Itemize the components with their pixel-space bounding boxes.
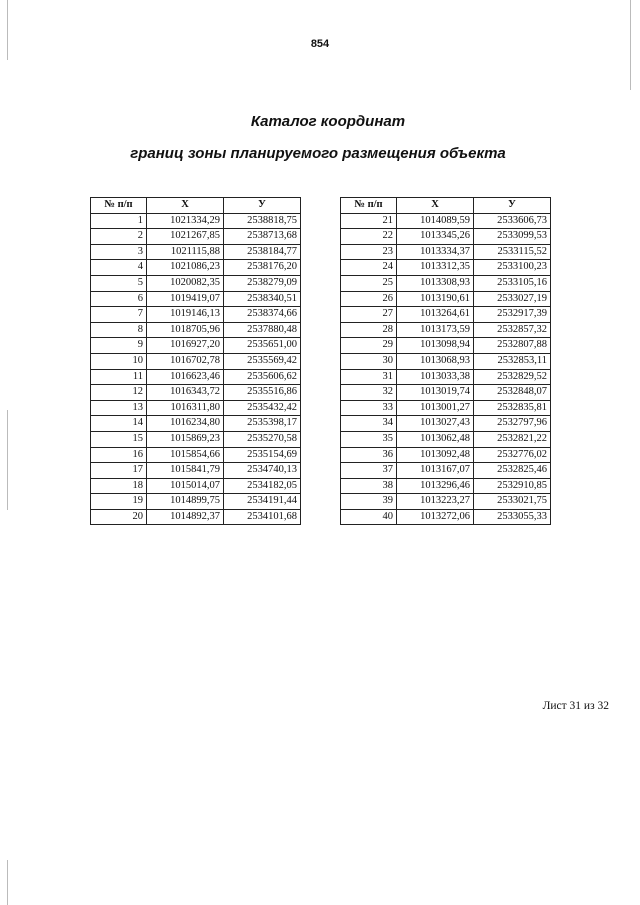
table-row — [91, 494, 301, 510]
column-header-y: У — [224, 198, 301, 214]
table-row — [91, 353, 301, 369]
table-row — [341, 260, 551, 276]
cell-x: 1016234,80 — [147, 416, 224, 432]
sheet-label: Лист 31 из 32 — [542, 700, 609, 712]
table-row — [341, 447, 551, 463]
cell-number: 3 — [91, 244, 147, 260]
table-row — [91, 322, 301, 338]
cell-y: 2538176,20 — [224, 260, 301, 276]
cell-number: 33 — [341, 400, 397, 416]
scan-edge-mark — [7, 860, 8, 905]
table-row — [341, 369, 551, 385]
cell-x: 1016343,72 — [147, 385, 224, 401]
cell-number: 31 — [341, 369, 397, 385]
cell-y: 2532807,88 — [474, 338, 551, 354]
cell-y: 2532797,96 — [474, 416, 551, 432]
cell-y: 2533055,33 — [474, 509, 551, 525]
cell-x: 1013190,61 — [397, 291, 474, 307]
table-row — [341, 416, 551, 432]
table-row — [91, 478, 301, 494]
column-header-x: X — [147, 198, 224, 214]
cell-x: 1013264,61 — [397, 307, 474, 323]
table-row — [341, 338, 551, 354]
cell-x: 1021115,88 — [147, 244, 224, 260]
cell-x: 1013098,94 — [397, 338, 474, 354]
cell-y: 2533099,53 — [474, 229, 551, 245]
page-title: Каталог координат — [250, 113, 406, 130]
table-row — [341, 291, 551, 307]
cell-number: 22 — [341, 229, 397, 245]
table-row — [91, 431, 301, 447]
cell-y: 2535270,58 — [224, 431, 301, 447]
cell-number: 2 — [91, 229, 147, 245]
table-row — [341, 494, 551, 510]
cell-number: 18 — [91, 478, 147, 494]
cell-y: 2535154,69 — [224, 447, 301, 463]
cell-y: 2532776,02 — [474, 447, 551, 463]
cell-number: 10 — [91, 353, 147, 369]
table-row — [341, 431, 551, 447]
cell-y: 2538340,51 — [224, 291, 301, 307]
cell-number: 29 — [341, 338, 397, 354]
cell-number: 4 — [91, 260, 147, 276]
cell-x: 1018705,96 — [147, 322, 224, 338]
cell-number: 15 — [91, 431, 147, 447]
column-header-x: X — [397, 198, 474, 214]
cell-x: 1019146,13 — [147, 307, 224, 323]
cell-x: 1015854,66 — [147, 447, 224, 463]
cell-x: 1021334,29 — [147, 213, 224, 229]
cell-y: 2533027,19 — [474, 291, 551, 307]
cell-x: 1016927,20 — [147, 338, 224, 354]
table-row — [91, 369, 301, 385]
table-row — [341, 478, 551, 494]
cell-number: 12 — [91, 385, 147, 401]
cell-y: 2532857,32 — [474, 322, 551, 338]
cell-y: 2533115,52 — [474, 244, 551, 260]
cell-y: 2534191,44 — [224, 494, 301, 510]
cell-number: 34 — [341, 416, 397, 432]
cell-y: 2532917,39 — [474, 307, 551, 323]
table-row — [91, 244, 301, 260]
cell-y: 2532821,22 — [474, 431, 551, 447]
table-row — [91, 275, 301, 291]
cell-number: 39 — [341, 494, 397, 510]
coordinates-table-left — [90, 197, 301, 525]
cell-y: 2535651,00 — [224, 338, 301, 354]
cell-y: 2533606,73 — [474, 213, 551, 229]
cell-x: 1013092,48 — [397, 447, 474, 463]
cell-number: 5 — [91, 275, 147, 291]
table-row — [341, 244, 551, 260]
table-row — [91, 385, 301, 401]
cell-y: 2538184,77 — [224, 244, 301, 260]
column-header-number: № п/п — [341, 198, 397, 214]
cell-y: 2534182,05 — [224, 478, 301, 494]
cell-y: 2533021,75 — [474, 494, 551, 510]
table-header-row — [91, 198, 301, 214]
cell-x: 1015841,79 — [147, 463, 224, 479]
cell-number: 38 — [341, 478, 397, 494]
table-row — [341, 509, 551, 525]
cell-number: 37 — [341, 463, 397, 479]
cell-x: 1014089,59 — [397, 213, 474, 229]
table-row — [341, 229, 551, 245]
cell-number: 28 — [341, 322, 397, 338]
cell-y: 2538279,09 — [224, 275, 301, 291]
table-row — [341, 353, 551, 369]
cell-x: 1016702,78 — [147, 353, 224, 369]
cell-number: 24 — [341, 260, 397, 276]
cell-y: 2535569,42 — [224, 353, 301, 369]
cell-x: 1013062,48 — [397, 431, 474, 447]
coordinates-table-right — [340, 197, 551, 525]
cell-number: 19 — [91, 494, 147, 510]
cell-y: 2535398,17 — [224, 416, 301, 432]
cell-y: 2532910,85 — [474, 478, 551, 494]
cell-number: 21 — [341, 213, 397, 229]
cell-x: 1014899,75 — [147, 494, 224, 510]
cell-number: 17 — [91, 463, 147, 479]
scan-edge-mark — [7, 0, 8, 60]
cell-x: 1013272,06 — [397, 509, 474, 525]
column-header-number: № п/п — [91, 198, 147, 214]
cell-y: 2533105,16 — [474, 275, 551, 291]
table-row — [91, 307, 301, 323]
cell-x: 1013068,93 — [397, 353, 474, 369]
cell-x: 1015014,07 — [147, 478, 224, 494]
scan-edge-mark — [7, 410, 8, 510]
table-row — [341, 463, 551, 479]
table-row — [341, 400, 551, 416]
cell-number: 30 — [341, 353, 397, 369]
cell-number: 1 — [91, 213, 147, 229]
page-number: 854 — [310, 38, 330, 50]
cell-y: 2538374,66 — [224, 307, 301, 323]
cell-number: 27 — [341, 307, 397, 323]
cell-y: 2532848,07 — [474, 385, 551, 401]
cell-x: 1021267,85 — [147, 229, 224, 245]
cell-y: 2532835,81 — [474, 400, 551, 416]
cell-number: 23 — [341, 244, 397, 260]
cell-x: 1015869,23 — [147, 431, 224, 447]
cell-x: 1016623,46 — [147, 369, 224, 385]
table-row — [341, 213, 551, 229]
cell-y: 2535606,62 — [224, 369, 301, 385]
table-row — [91, 260, 301, 276]
cell-x: 1013308,93 — [397, 275, 474, 291]
cell-number: 7 — [91, 307, 147, 323]
table-row — [91, 213, 301, 229]
cell-number: 11 — [91, 369, 147, 385]
cell-x: 1013167,07 — [397, 463, 474, 479]
table-row — [341, 275, 551, 291]
column-header-y: У — [474, 198, 551, 214]
table-row — [91, 509, 301, 525]
cell-number: 35 — [341, 431, 397, 447]
cell-number: 13 — [91, 400, 147, 416]
cell-number: 26 — [341, 291, 397, 307]
cell-y: 2535516,86 — [224, 385, 301, 401]
cell-number: 36 — [341, 447, 397, 463]
cell-x: 1013019,74 — [397, 385, 474, 401]
cell-y: 2533100,23 — [474, 260, 551, 276]
cell-x: 1016311,80 — [147, 400, 224, 416]
cell-x: 1014892,37 — [147, 509, 224, 525]
table-row — [91, 338, 301, 354]
page-subtitle: границ зоны планируемого размещения объекта — [130, 145, 506, 162]
cell-number: 32 — [341, 385, 397, 401]
cell-number: 40 — [341, 509, 397, 525]
cell-x: 1013223,27 — [397, 494, 474, 510]
cell-x: 1013296,46 — [397, 478, 474, 494]
cell-number: 8 — [91, 322, 147, 338]
cell-y: 2532829,52 — [474, 369, 551, 385]
table-row — [91, 416, 301, 432]
table-row — [341, 322, 551, 338]
cell-x: 1020082,35 — [147, 275, 224, 291]
cell-number: 16 — [91, 447, 147, 463]
cell-number: 20 — [91, 509, 147, 525]
cell-x: 1013312,35 — [397, 260, 474, 276]
cell-x: 1013027,43 — [397, 416, 474, 432]
cell-x: 1013033,38 — [397, 369, 474, 385]
table-row — [91, 447, 301, 463]
table-row — [91, 291, 301, 307]
table-header-row — [341, 198, 551, 214]
cell-y: 2534740,13 — [224, 463, 301, 479]
cell-number: 6 — [91, 291, 147, 307]
cell-y: 2532853,11 — [474, 353, 551, 369]
cell-x: 1021086,23 — [147, 260, 224, 276]
table-row — [91, 229, 301, 245]
cell-number: 25 — [341, 275, 397, 291]
table-row — [91, 400, 301, 416]
table-row — [91, 463, 301, 479]
cell-y: 2538713,68 — [224, 229, 301, 245]
cell-x: 1013334,37 — [397, 244, 474, 260]
cell-x: 1019419,07 — [147, 291, 224, 307]
table-row — [341, 307, 551, 323]
cell-x: 1013173,59 — [397, 322, 474, 338]
cell-y: 2535432,42 — [224, 400, 301, 416]
cell-number: 9 — [91, 338, 147, 354]
cell-y: 2537880,48 — [224, 322, 301, 338]
cell-y: 2532825,46 — [474, 463, 551, 479]
cell-y: 2534101,68 — [224, 509, 301, 525]
cell-number: 14 — [91, 416, 147, 432]
table-row — [341, 385, 551, 401]
cell-x: 1013345,26 — [397, 229, 474, 245]
cell-x: 1013001,27 — [397, 400, 474, 416]
cell-y: 2538818,75 — [224, 213, 301, 229]
